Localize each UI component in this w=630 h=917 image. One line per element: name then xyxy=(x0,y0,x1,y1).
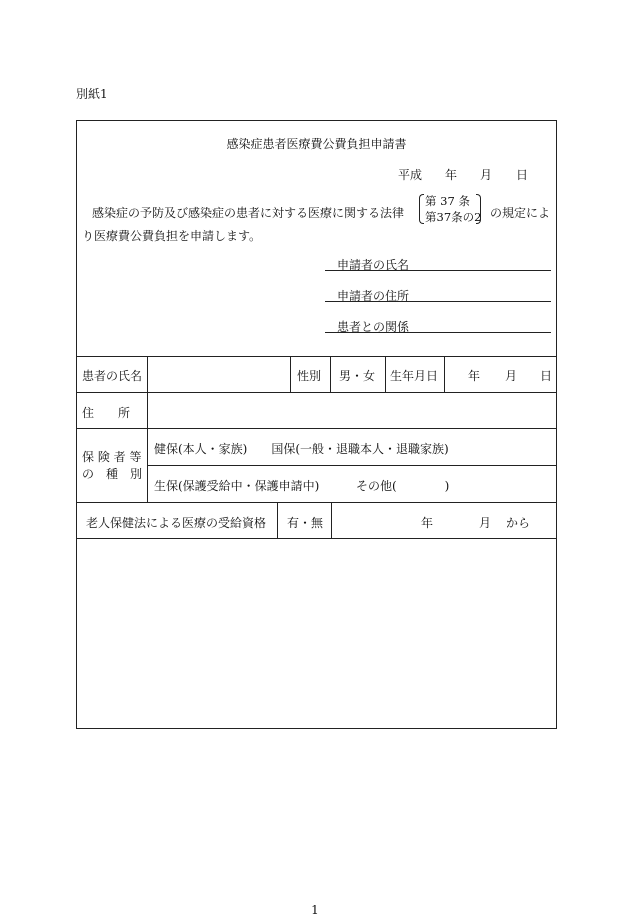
date-year: 年 xyxy=(445,168,458,182)
elderly-month: 月 xyxy=(479,516,492,530)
article-2: 第37条の2 xyxy=(425,210,482,224)
table-line-5 xyxy=(76,538,557,539)
date-day: 日 xyxy=(516,168,529,182)
patient-name-field[interactable] xyxy=(151,360,286,388)
body-text-after: の規定によ xyxy=(490,206,551,220)
date-month: 月 xyxy=(480,168,493,182)
elderly-from: から xyxy=(506,516,531,530)
table-vline-label xyxy=(147,356,148,502)
table-vline-elderly-left xyxy=(277,502,278,538)
bracket-left xyxy=(419,194,424,224)
birth-month: 月 xyxy=(505,369,518,383)
page-number: 1 xyxy=(311,903,319,917)
applicant-name-label: 申請者の氏名 xyxy=(337,258,410,272)
bracket-right xyxy=(476,194,481,224)
insurance-label-2: の 種 別 xyxy=(82,467,143,481)
patient-name-label: 患者の氏名 xyxy=(82,369,143,383)
date-era: 平成 xyxy=(398,168,423,182)
body-text-before: 感染症の予防及び感染症の患者に対する医療に関する法律 xyxy=(92,206,405,220)
insurance-label-1: 保 険 者 等 xyxy=(82,450,142,464)
table-vline-birth-left xyxy=(385,356,386,392)
table-line-3 xyxy=(76,428,557,429)
insurance-options-row2-welfare[interactable]: 生保(保護受給中・保護申請中) xyxy=(154,479,320,493)
applicant-address-line[interactable] xyxy=(325,301,551,302)
table-top-line xyxy=(76,356,557,357)
insurance-options-row1[interactable]: 健保(本人・家族) 国保(一般・退職本人・退職家族) xyxy=(154,442,449,456)
sex-options[interactable]: 男・女 xyxy=(339,369,376,383)
table-vline-sex-mid xyxy=(330,356,331,392)
applicant-address-label: 申請者の住所 xyxy=(337,289,410,303)
address-label: 住 所 xyxy=(82,406,131,420)
birth-label: 生年月日 xyxy=(390,369,439,383)
elderly-options[interactable]: 有・無 xyxy=(287,516,324,530)
elderly-label: 老人保健法による医療の受給資格 xyxy=(86,516,267,530)
sex-label: 性別 xyxy=(297,369,322,383)
address-field[interactable] xyxy=(151,396,551,424)
table-vline-birth-mid xyxy=(444,356,445,392)
table-vline-elderly-right xyxy=(331,502,332,538)
body-text-line2: り医療費公費負担を申請します。 xyxy=(82,229,262,243)
insurance-options-row2-other[interactable]: その他( ) xyxy=(356,479,450,493)
form-title: 感染症患者医療費公費負担申請書 xyxy=(226,137,407,151)
blank-area[interactable] xyxy=(80,542,552,724)
table-line-insurance-mid xyxy=(147,465,557,466)
attachment-label: 別紙1 xyxy=(76,87,108,101)
article-1: 第 37 条 xyxy=(425,194,470,208)
birth-year: 年 xyxy=(468,369,481,383)
birth-day: 日 xyxy=(540,369,553,383)
table-line-4 xyxy=(76,502,557,503)
table-line-2 xyxy=(76,392,557,393)
elderly-year: 年 xyxy=(421,516,434,530)
applicant-relation-label: 患者との関係 xyxy=(337,320,410,334)
applicant-relation-line[interactable] xyxy=(325,332,551,333)
applicant-name-line[interactable] xyxy=(325,270,551,271)
table-vline-sex-left xyxy=(290,356,291,392)
